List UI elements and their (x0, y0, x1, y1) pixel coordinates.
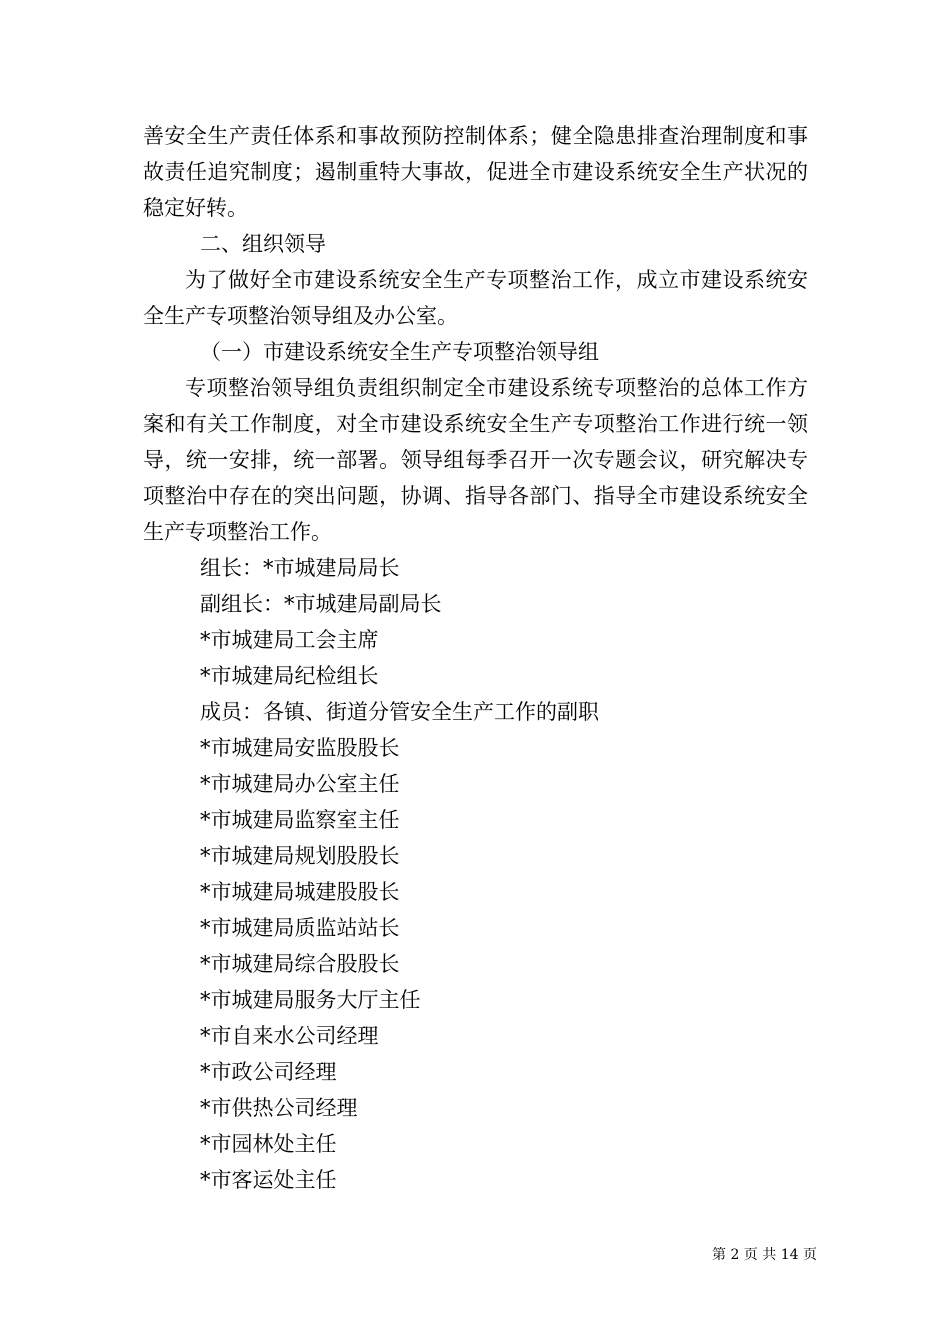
roster-item: *市园林处主任 (200, 1132, 337, 1156)
roster-item: *市城建局安监股股长 (200, 736, 400, 760)
subsection-heading-leading-group: （一）市建设系统安全生产专项整治领导组 (200, 340, 599, 364)
paragraph-responsibility-system: 善安全生产责任体系和事故预防控制体系；健全隐患排查治理制度和事故责任追究制度；遏制重特大事故，促进全市建设系统安全生产状况的稳定好转。 (143, 124, 808, 220)
document-body (143, 118, 808, 1198)
roster-item: *市城建局综合股股长 (200, 952, 400, 976)
roster-item: *市供热公司经理 (200, 1096, 358, 1120)
roster-item: *市城建局纪检组长 (200, 664, 379, 688)
roster-item: *市城建局监察室主任 (200, 808, 400, 832)
roster-item: 副组长：*市城建局副局长 (200, 592, 442, 616)
roster-item: *市城建局办公室主任 (200, 772, 400, 796)
roster-item: *市城建局服务大厅主任 (200, 988, 421, 1012)
roster-item: *市城建局工会主席 (200, 628, 379, 652)
roster-item: 组长：*市城建局局长 (200, 556, 400, 580)
roster-item: *市城建局城建股股长 (200, 880, 400, 904)
paragraph-group-duties: 专项整治领导组负责组织制定全市建设系统专项整治的总体工作方案和有关工作制度，对全市建设系统安全生产专项整治工作进行统一领导，统一安排，统一部署。领导组每季召开一次专题会议，研究解决专项整治中存在的突出问题，协调、指导各部门、指导全市建设系统安全生产专项整治工作。 (143, 376, 808, 544)
roster-list (143, 550, 808, 1198)
page-number: 第 2 页 共 14 页 (712, 1247, 817, 1263)
paragraph-establish-group: 为了做好全市建设系统安全生产专项整治工作，成立市建设系统安全生产专项整治领导组及办公室。 (143, 268, 808, 328)
roster-item: *市政公司经理 (200, 1060, 337, 1084)
roster-item: *市城建局质监站站长 (200, 916, 400, 940)
roster-item: *市城建局规划股股长 (200, 844, 400, 868)
roster-item: 成员：各镇、街道分管安全生产工作的副职 (200, 700, 599, 724)
section-heading-organization: 二、组织领导 (200, 232, 326, 256)
roster-item: *市自来水公司经理 (200, 1024, 379, 1048)
roster-item: *市客运处主任 (200, 1168, 337, 1192)
